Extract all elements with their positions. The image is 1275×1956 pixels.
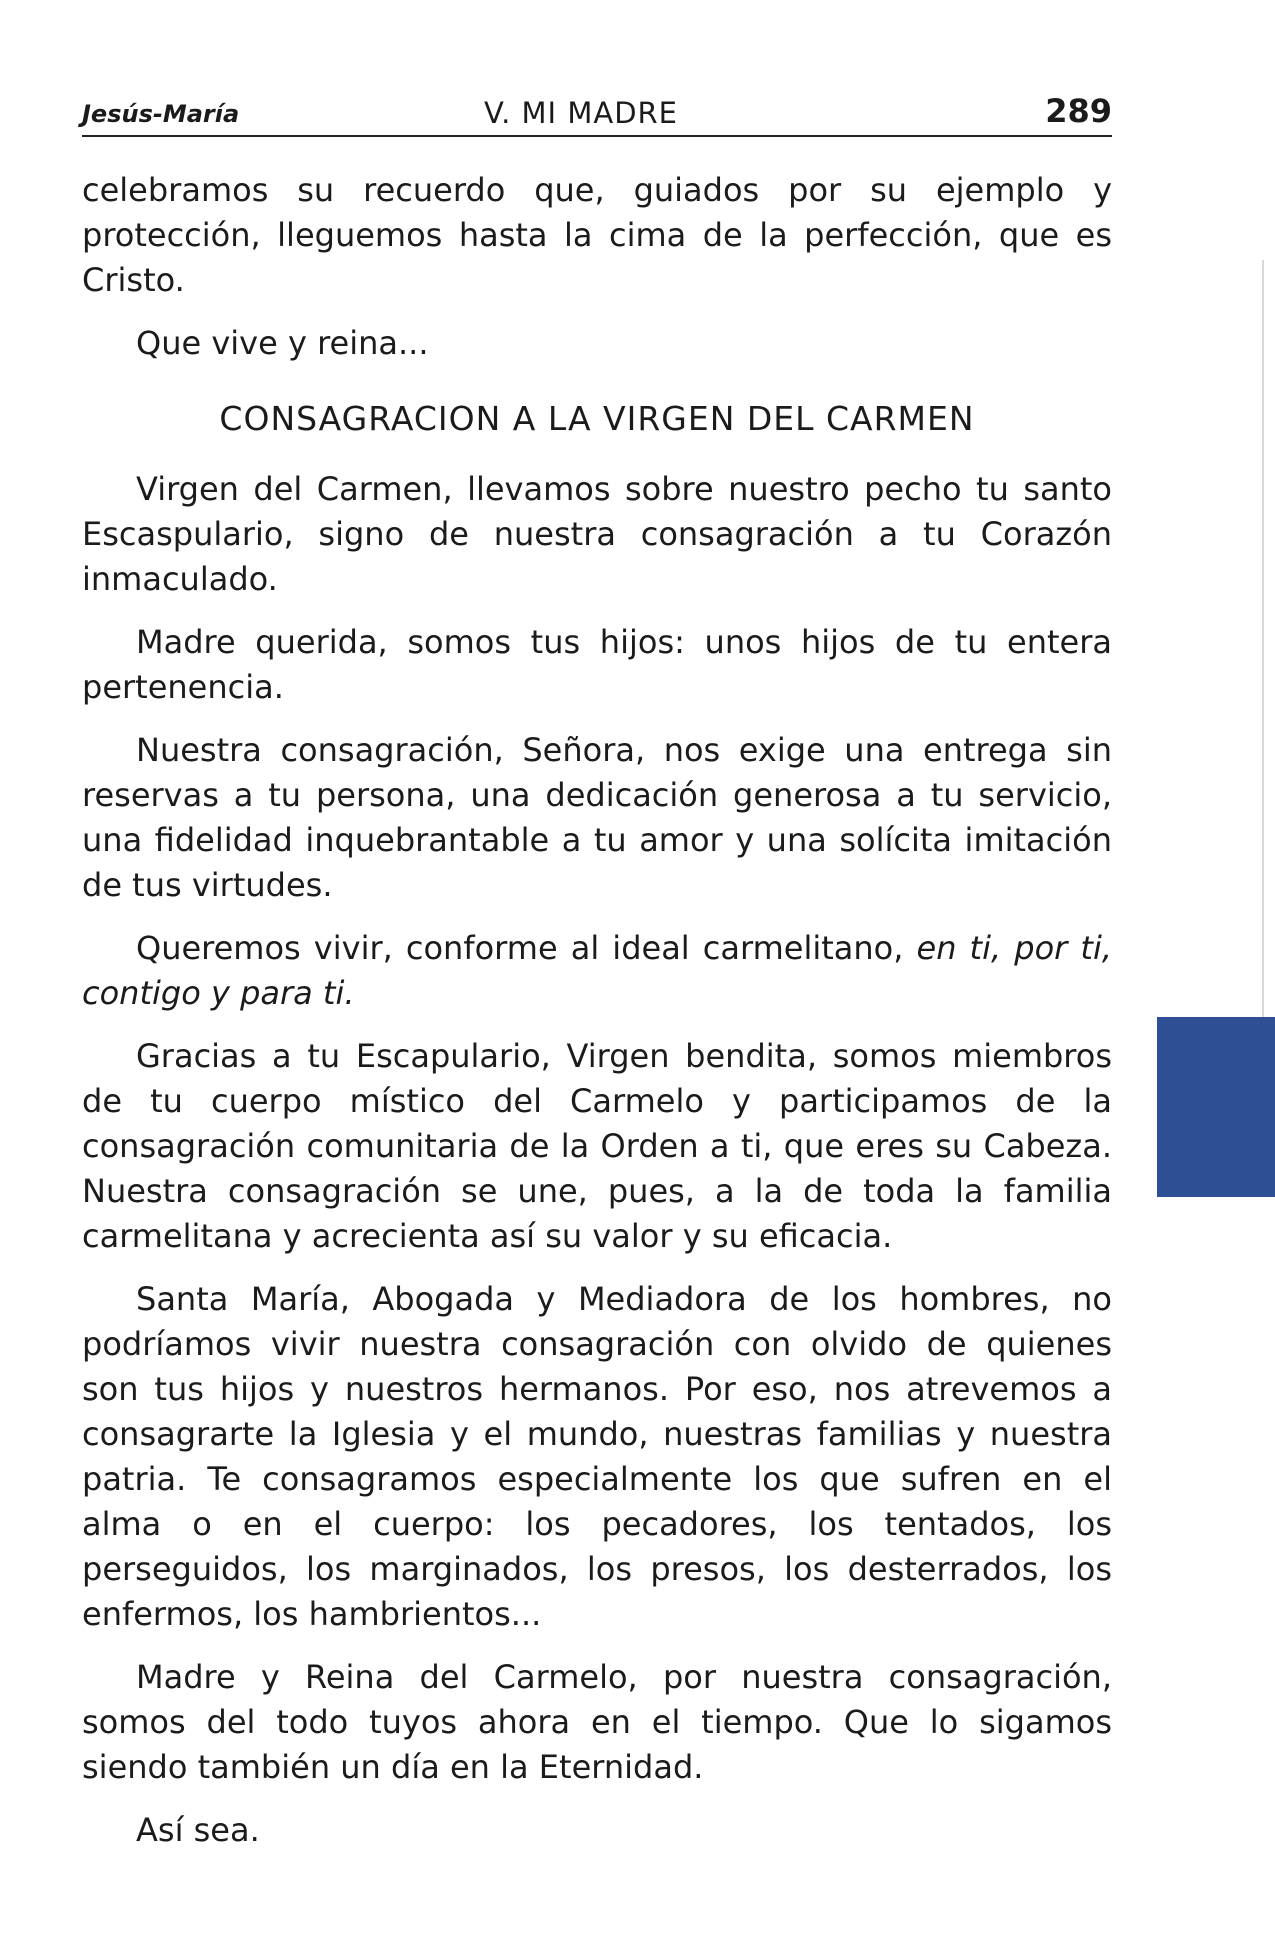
page-number: 289 xyxy=(1045,92,1112,130)
page-body xyxy=(82,168,1112,1871)
paragraph: Virgen del Carmen, llevamos sobre nuestro pecho tu santo Escaspulario, signo de nuestra consagración a tu Corazón inmaculado. xyxy=(82,470,1112,598)
paragraph: Madre y Reina del Carmelo, por nuestra consagración, somos del todo tuyos ahora en el tiempo. Que lo sigamos siendo también un día en la Eternidad. xyxy=(82,1658,1112,1786)
section-title: CONSAGRACION A LA VIRGEN DEL CARMEN xyxy=(219,399,975,438)
header-chapter-title: V. MI MADRE xyxy=(484,96,678,130)
paragraph-text: Queremos vivir, conforme al ideal carmelitano, xyxy=(136,929,917,967)
header-rule xyxy=(82,135,1112,137)
thumb-index-tab xyxy=(1157,1017,1275,1197)
paragraph-continuation: celebramos su recuerdo que, guiados por su ejemplo y protección, lleguemos hasta la cima de la perfección, que es Cristo. xyxy=(82,171,1112,299)
header-book-title: Jesús-María xyxy=(82,100,240,128)
paragraph: Nuestra consagración, Señora, nos exige una entrega sin reservas a tu persona, una dedicación generosa a tu servicio, una fidelidad inquebrantable a tu amor y una solícita imitación de tus virtudes. xyxy=(82,731,1112,904)
paragraph: Santa María, Abogada y Mediadora de los hombres, no podríamos vivir nuestra consagración con olvido de quienes son tus hijos y nuestros hermanos. Por eso, nos atrevemos a consagrarte la Iglesia y el mundo, nuestras familias y nuestra patria. Te consagramos especialmente los que sufren en el alma o en el cuerpo: los pecadores, los tentados, los perseguidos, los marginados, los presos, los desterrados, los enfermos, los hambrientos... xyxy=(82,1280,1112,1633)
page-edge-shadow xyxy=(1262,260,1264,1020)
paragraph-closing: Que vive y reina... xyxy=(136,324,429,362)
paragraph: Madre querida, somos tus hijos: unos hijos de tu entera pertenencia. xyxy=(82,623,1112,706)
paragraph-with-italic xyxy=(82,926,1112,1016)
running-header xyxy=(82,88,1112,134)
paragraph: Gracias a tu Escapulario, Virgen bendita, somos miembros de tu cuerpo místico del Carmelo y participamos de la consagración comunitaria de la Orden a ti, que eres su Cabeza. Nuestra consagración se une, pues, a la de toda la familia carmelitana y acrecienta así su valor y su eficacia. xyxy=(82,1037,1112,1255)
paragraph-amen: Así sea. xyxy=(136,1811,260,1849)
italic-phrase: en ti, por ti, contigo y para ti. xyxy=(82,929,1113,1012)
